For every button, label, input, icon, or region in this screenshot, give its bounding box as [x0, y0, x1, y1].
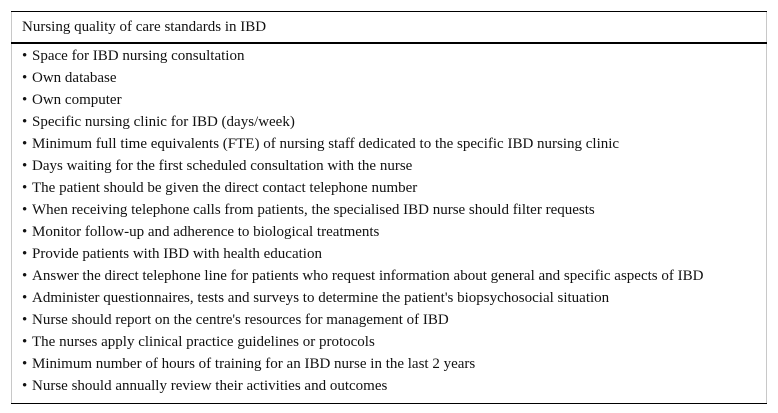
bullet: •	[22, 246, 28, 262]
bullet: •	[22, 92, 28, 108]
row-text: Provide patients with IBD with health education	[32, 246, 322, 262]
table-row	[12, 45, 766, 67]
row-text: When receiving telephone calls from patients, the specialised IBD nurse should filter requests	[32, 202, 595, 218]
row-text: Nurse should annually review their activities and outcomes	[32, 378, 388, 394]
bullet: •	[22, 224, 28, 240]
bullet: •	[22, 312, 28, 328]
standards-table	[11, 11, 767, 404]
row-text: Space for IBD nursing consultation	[32, 48, 245, 64]
row-text: The patient should be given the direct contact telephone number	[32, 180, 418, 196]
row-text: Monitor follow-up and adherence to biological treatments	[32, 224, 380, 240]
bullet: •	[22, 48, 28, 64]
bullet: •	[22, 158, 28, 174]
bullet: •	[22, 290, 28, 306]
table-row	[12, 265, 766, 287]
table-row	[12, 155, 766, 177]
table-row	[12, 331, 766, 353]
row-text: Answer the direct telephone line for patients who request information about general and specific aspects of IBD	[32, 268, 704, 284]
table-row	[12, 375, 766, 397]
table-row	[12, 309, 766, 331]
row-text: Own database	[32, 70, 117, 86]
table-body	[11, 44, 767, 403]
table-row	[12, 67, 766, 89]
row-text: Administer questionnaires, tests and surveys to determine the patient's biopsychosocial situation	[32, 290, 610, 306]
table-row	[12, 221, 766, 243]
table-bottom-rule	[11, 403, 767, 404]
bullet: •	[22, 180, 28, 196]
bullet: •	[22, 268, 28, 284]
row-text: Minimum number of hours of training for an IBD nurse in the last 2 years	[32, 356, 476, 372]
bullet: •	[22, 70, 28, 86]
row-text: Nurse should report on the centre's resources for management of IBD	[32, 312, 449, 328]
row-text: The nurses apply clinical practice guidelines or protocols	[32, 334, 375, 350]
row-text: Specific nursing clinic for IBD (days/week)	[32, 114, 295, 130]
bullet: •	[22, 378, 28, 394]
table-row	[12, 353, 766, 375]
row-text: Days waiting for the first scheduled consultation with the nurse	[32, 158, 413, 174]
table-row	[12, 199, 766, 221]
table-row	[12, 111, 766, 133]
table-row	[12, 133, 766, 155]
bullet: •	[22, 202, 28, 218]
table-header: Nursing quality of care standards in IBD	[11, 12, 767, 42]
bullet: •	[22, 334, 28, 350]
table-row	[12, 287, 766, 309]
bullet: •	[22, 136, 28, 152]
row-text: Minimum full time equivalents (FTE) of nursing staff dedicated to the specific IBD nursing clinic	[32, 136, 620, 152]
table-row	[12, 177, 766, 199]
bullet: •	[22, 356, 28, 372]
table-row	[12, 89, 766, 111]
row-text: Own computer	[32, 92, 122, 108]
table-row	[12, 243, 766, 265]
bullet: •	[22, 114, 28, 130]
